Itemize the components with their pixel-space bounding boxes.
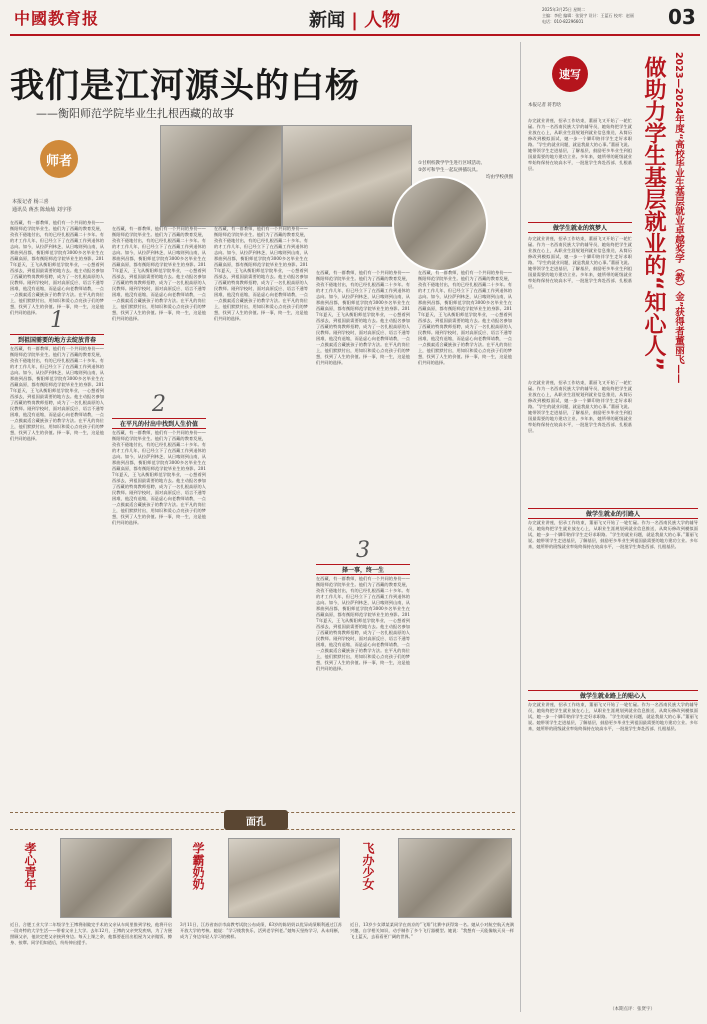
main-col-2-bottom: 在西藏，有一群教师，他们有一个共同的身份——衡阳师范学院毕业生。他们为了西藏的教育发展，孜孜不倦地付出，有的已经扎根西藏二十多年。有的才工作几年，但已经立下了在西藏工作到退休的志向。如今，从拉萨到林芝，从日喀则到山南，从那曲到昌都，衡阳师范学院有3000多名毕业生在西藏高原，都有衡阳师范学院毕业生的身影。2017年夏天，王飞从衡阳师范学院毕业，一心想着到西部去，到祖国最需要的地方去。他主动报名参加了西藏的特岗教师招聘，成为了一名扎根高原的人民教师。刚到学校时，面对高原反应、语言不通等困难，他没有退缩，而是虚心向老教师请教，一点一点摸索适合藏族孩子的教学方法。在平凡的岗位上，他们默默付出，用知识和爱心点亮孩子们的梦想，找到了人生的价值。择一事，终一生，这是他们共同的选择。	[112, 430, 206, 525]
section-3-heading: 择一事，终一生	[316, 564, 410, 575]
phone-line: 电话：010-82296601	[542, 19, 584, 24]
sketch-tag	[552, 56, 588, 92]
face-1-photo	[60, 838, 172, 918]
main-col-3: 在西藏，有一群教师，他们有一个共同的身份——衡阳师范学院毕业生。他们为了西藏的教育发展，孜孜不倦地付出，有的已经扎根西藏二十多年。有的才工作几年，但已经立下了在西藏工作到退休的志向。如今，从拉萨到林芝，从日喀则到山南，从那曲到昌都，衡阳师范学院有3000多名毕业生在西藏高原，都有衡阳师范学院毕业生的身影。2017年夏天，王飞从衡阳师范学院毕业，一心想着到西部去，到祖国最需要的地方去。他主动报名参加了西藏的特岗教师招聘，成为了一名扎根高原的人民教师。刚到学校时，面对高原反应、语言不通等困难，他没有退缩，而是虚心向老教师请教，一点一点摸索适合藏族孩子的教学方法。在平凡的岗位上，他们默默付出，用知识和爱心点亮孩子们的梦想，找到了人生的价值。择一事，终一生，这是他们共同的选择。	[214, 226, 308, 321]
face-1-title: 孝心青年	[23, 842, 37, 890]
side-series-line: 2023—2024年度“高校毕业生基层就业卓越奖学（教）金”获得者董丽飞——	[673, 52, 684, 384]
face-1-text: 近日，合肥工业大学二年级学生王博将刚做完手术的父亲从车间里推到学校，他将开启一段奇特的大学生活——带着父亲上大学。去年12月，王博的父亲突发疾病，为了方便照顾父亲，他决定把父亲接到身边。每天上课之余，他都要赶回出租屋为父亲做饭、擦身、按摩。同学们知道后，纷纷伸出援手。	[10, 922, 172, 945]
editor-line: 主编：李伦 编辑：张贤宇 设计：王蓝石 校对：赵丽	[542, 13, 634, 18]
main-headline: 我们是江河源头的白杨	[10, 66, 360, 106]
caption-1: ①甘则校教学学生进行区域活动。	[418, 161, 486, 166]
side-subhead-1: 做学生就业的筑梦人	[528, 222, 632, 233]
main-byline	[12, 198, 72, 214]
face-3-text: 近日，13岁少女谭某某同学在南京的“飞翔”比赛中获得第一名。她从小对航空航天充满兴趣，自学相关知识，动手制作了多个飞行器模型。她说：“我想有一天能像航天员一样飞上蓝天，去看看更广阔的世界。”	[350, 922, 514, 939]
paper-name: 中國教育报	[14, 9, 100, 28]
column-separator	[520, 42, 521, 1012]
face-2-text: 3月11日，江苏省南京市高教考试院公布成绩，63岁的陈奶奶以优异成绩顺利通过江苏开放大学的考核。她说：“学习使我快乐，活到老学到老。”她每天坚持学习，从未间断，成为了身边年轻人学习的榜样。	[180, 922, 342, 939]
section-1-heading: 到祖国需要的地方去绽放青春	[10, 334, 104, 345]
section-2-heading: 在平凡的付出中找到人生价值	[112, 418, 206, 429]
main-photo-caption	[418, 160, 513, 181]
face-3-photo	[398, 838, 512, 918]
section-people: 人物	[364, 10, 401, 31]
main-photo-left	[160, 125, 282, 227]
side-headline: 做助力学生基层就业的“知心人”	[641, 56, 666, 371]
face-card-2	[180, 834, 344, 1014]
main-col-2-top: 在西藏，有一群教师，他们有一个共同的身份——衡阳师范学院毕业生。他们为了西藏的教育发展，孜孜不倦地付出，有的已经扎根西藏二十多年。有的才工作几年，但已经立下了在西藏工作到退休的志向。如今，从拉萨到林芝，从日喀则到山南，从那曲到昌都，衡阳师范学院有3000多名毕业生在西藏高原，都有衡阳师范学院毕业生的身影。2017年夏天，王飞从衡阳师范学院毕业，一心想着到西部去，到祖国最需要的地方去。他主动报名参加了西藏的特岗教师招聘，成为了一名扎根高原的人民教师。刚到学校时，面对高原反应、语言不通等困难，他没有退缩，而是虚心向老教师请教，一点一点摸索适合藏族孩子的教学方法。在平凡的岗位上，他们默默付出，用知识和爱心点亮孩子们的梦想，找到了人生的价值。择一事，终一生，这是他们共同的选择。	[112, 226, 206, 321]
section-news: 新闻	[309, 10, 345, 31]
face-3-title: 飞办少女	[361, 842, 375, 890]
side-body-2: 办完就业讲座，招录工作结束，董丽飞又开始了一轮忙碌。作为一名西南民族大学的辅导员，她始终把学生就业放在心上，从职业生涯规划到就业信息推送，从简历修改到模拟面试，她一步一个脚印陪伴学生走好求职路。“学生的就业问题，就是我最大的心事。”董丽飞说。她带领学生走进基层，了解基层，鼓励更多毕业生到祖国最需要的地方建功立业。多年来，她所带的班级就业率始终保持在较高水平，一批批学生奔赴西部、扎根基层。	[528, 236, 632, 289]
side-subhead-2: 做学生就业的引路人	[528, 508, 698, 519]
face-2-photo	[228, 838, 340, 918]
byline-correspondents: 通讯员 蒋杰 陈灿灿 刘宇彤	[12, 207, 72, 213]
main-col-1-bottom: 在西藏，有一群教师，他们有一个共同的身份——衡阳师范学院毕业生。他们为了西藏的教育发展，孜孜不倦地付出，有的已经扎根西藏二十多年。有的才工作几年，但已经立下了在西藏工作到退休的志向。如今，从拉萨到林芝，从日喀则到山南，从那曲到昌都，衡阳师范学院有3000多名毕业生在西藏高原，都有衡阳师范学院毕业生的身影。2017年夏天，王飞从衡阳师范学院毕业，一心想着到西部去，到祖国最需要的地方去。他主动报名参加了西藏的特岗教师招聘，成为了一名扎根高原的人民教师。刚到学校时，面对高原反应、语言不通等困难，他没有退缩，而是虚心向老教师请教，一点一点摸索适合藏族孩子的教学方法。在平凡的岗位上，他们默默付出，用知识和爱心点亮孩子们的梦想，找到了人生的价值。择一事，终一生，这是他们共同的选择。	[10, 346, 104, 441]
faces-banner-label: 面孔	[246, 816, 266, 828]
section-divider: |	[351, 10, 358, 31]
masthead	[0, 0, 707, 36]
side-end-note: （本期点评：张贤宇）	[610, 1007, 655, 1012]
issue-date: 2025年3月25日 星期二	[542, 7, 586, 12]
teacher-tag	[40, 140, 78, 178]
face-2-title: 学霸奶奶	[191, 842, 205, 890]
main-photo-round	[392, 176, 488, 272]
masthead-rule	[10, 34, 700, 36]
face-card-1	[10, 834, 174, 1014]
section-label	[309, 6, 400, 32]
side-body-4: 办完就业讲座，招录工作结束，董丽飞又开始了一轮忙碌。作为一名西南民族大学的辅导员，她始终把学生就业放在心上，从职业生涯规划到就业信息推送，从简历修改到模拟面试，她一步一个脚印陪伴学生走好求职路。“学生的就业问题，就是我最大的心事。”董丽飞说。她带领学生走进基层，了解基层，鼓励更多毕业生到祖国最需要的地方建功立业。多年来，她所带的班级就业率始终保持在较高水平，一批批学生奔赴西部、扎根基层。	[528, 702, 698, 731]
side-body-2b: 办完就业讲座，招录工作结束，董丽飞又开始了一轮忙碌。作为一名西南民族大学的辅导员，她始终把学生就业放在心上，从职业生涯规划到就业信息推送，从简历修改到模拟面试，她一步一个脚印陪伴学生走好求职路。“学生的就业问题，就是我最大的心事。”董丽飞说。她带领学生走进基层，了解基层，鼓励更多毕业生到祖国最需要的地方建功立业。多年来，她所带的班级就业率始终保持在较高水平，一批批学生奔赴西部、扎根基层。	[528, 380, 632, 433]
main-col-4-bottom: 在西藏，有一群教师，他们有一个共同的身份——衡阳师范学院毕业生。他们为了西藏的教育发展，孜孜不倦地付出，有的已经扎根西藏二十多年。有的才工作几年，但已经立下了在西藏工作到退休的志向。如今，从拉萨到林芝，从日喀则到山南，从那曲到昌都，衡阳师范学院有3000多名毕业生在西藏高原，都有衡阳师范学院毕业生的身影。2017年夏天，王飞从衡阳师范学院毕业，一心想着到西部去，到祖国最需要的地方去。他主动报名参加了西藏的特岗教师招聘，成为了一名扎根高原的人民教师。刚到学校时，面对高原反应、语言不通等困难，他没有退缩，而是虚心向老教师请教，一点一点摸索适合藏族孩子的教学方法。在平凡的岗位上，他们默默付出，用知识和爱心点亮孩子们的梦想，找到了人生的价值。择一事，终一生，这是他们共同的选择。	[316, 576, 410, 671]
byline-reporter: 本报记者 杨三喜	[12, 199, 49, 205]
faces-banner	[10, 812, 515, 830]
face-card-3	[350, 834, 516, 1014]
section-3-number: 3	[356, 538, 370, 563]
sketch-tag-label: 速写	[559, 68, 581, 81]
page-number: 03	[668, 5, 696, 29]
faces-banner-badge	[224, 810, 288, 830]
caption-2: ②彭可和学生一起玩拼插玩具。	[418, 168, 481, 173]
main-col-1-top: 在西藏，有一群教师，他们有一个共同的身份——衡阳师范学院毕业生。他们为了西藏的教育发展，孜孜不倦地付出，有的已经扎根西藏二十多年。有的才工作几年，但已经立下了在西藏工作到退休的志向。如今，从拉萨到林芝，从日喀则到山南，从那曲到昌都，衡阳师范学院有3000多名毕业生在西藏高原，都有衡阳师范学院毕业生的身影。2017年夏天，王飞从衡阳师范学院毕业，一心想着到西部去，到祖国最需要的地方去。他主动报名参加了西藏的特岗教师招聘，成为了一名扎根高原的人民教师。刚到学校时，面对高原反应、语言不通等困难，他没有退缩，而是虚心向老教师请教，一点一点摸索适合藏族孩子的教学方法。在平凡的岗位上，他们默默付出，用知识和爱心点亮孩子们的梦想，找到了人生的价值。择一事，终一生，这是他们共同的选择。	[10, 220, 104, 315]
main-col-4-top: 在西藏，有一群教师，他们有一个共同的身份——衡阳师范学院毕业生。他们为了西藏的教育发展，孜孜不倦地付出，有的已经扎根西藏二十多年。有的才工作几年，但已经立下了在西藏工作到退休的志向。如今，从拉萨到林芝，从日喀则到山南，从那曲到昌都，衡阳师范学院有3000多名毕业生在西藏高原，都有衡阳师范学院毕业生的身影。2017年夏天，王飞从衡阳师范学院毕业，一心想着到西部去，到祖国最需要的地方去。他主动报名参加了西藏的特岗教师招聘，成为了一名扎根高原的人民教师。刚到学校时，面对高原反应、语言不通等困难，他没有退缩，而是虚心向老教师请教，一点一点摸索适合藏族孩子的教学方法。在平凡的岗位上，他们默默付出，用知识和爱心点亮孩子们的梦想，找到了人生的价值。择一事，终一生，这是他们共同的选择。	[316, 270, 410, 365]
side-byline: 本报记者 蒋若晗	[528, 103, 561, 108]
teacher-tag-label: 师者	[45, 153, 72, 169]
main-col-5: 在西藏，有一群教师，他们有一个共同的身份——衡阳师范学院毕业生。他们为了西藏的教育发展，孜孜不倦地付出，有的已经扎根西藏二十多年。有的才工作几年，但已经立下了在西藏工作到退休的志向。如今，从拉萨到林芝，从日喀则到山南，从那曲到昌都，衡阳师范学院有3000多名毕业生在西藏高原，都有衡阳师范学院毕业生的身影。2017年夏天，王飞从衡阳师范学院毕业，一心想着到西部去，到祖国最需要的地方去。他主动报名参加了西藏的特岗教师招聘，成为了一名扎根高原的人民教师。刚到学校时，面对高原反应、语言不通等困难，他没有退缩，而是虚心向老教师请教，一点一点摸索适合藏族孩子的教学方法。在平凡的岗位上，他们默默付出，用知识和爱心点亮孩子们的梦想，找到了人生的价值。择一事，终一生，这是他们共同的选择。	[418, 270, 512, 365]
photo-credit: 均由学校供图	[486, 175, 513, 180]
side-body-1: 办完就业讲座，招录工作结束，董丽飞又开始了一轮忙碌。作为一名西南民族大学的辅导员，她始终把学生就业放在心上，从职业生涯规划到就业信息推送，从简历修改到模拟面试，她一步一个脚印陪伴学生走好求职路。“学生的就业问题，就是我最大的心事。”董丽飞说。她带领学生走进基层，了解基层，鼓励更多毕业生到祖国最需要的地方建功立业。多年来，她所带的班级就业率始终保持在较高水平，一批批学生奔赴西部、扎根基层。	[528, 118, 632, 171]
main-subheadline: ——衡阳师范学院毕业生扎根西藏的故事	[36, 107, 234, 120]
side-subhead-3: 做学生就业路上的贴心人	[528, 690, 698, 701]
side-body-3: 办完就业讲座，招录工作结束，董丽飞又开始了一轮忙碌。作为一名西南民族大学的辅导员，她始终把学生就业放在心上，从职业生涯规划到就业信息推送，从简历修改到模拟面试，她一步一个脚印陪伴学生走好求职路。“学生的就业问题，就是我最大的心事。”董丽飞说。她带领学生走进基层，了解基层，鼓励更多毕业生到祖国最需要的地方建功立业。多年来，她所带的班级就业率始终保持在较高水平，一批批学生奔赴西部、扎根基层。	[528, 520, 698, 549]
section-2-number: 2	[152, 392, 166, 417]
section-1-number: 1	[50, 308, 64, 333]
masthead-info	[542, 7, 660, 25]
